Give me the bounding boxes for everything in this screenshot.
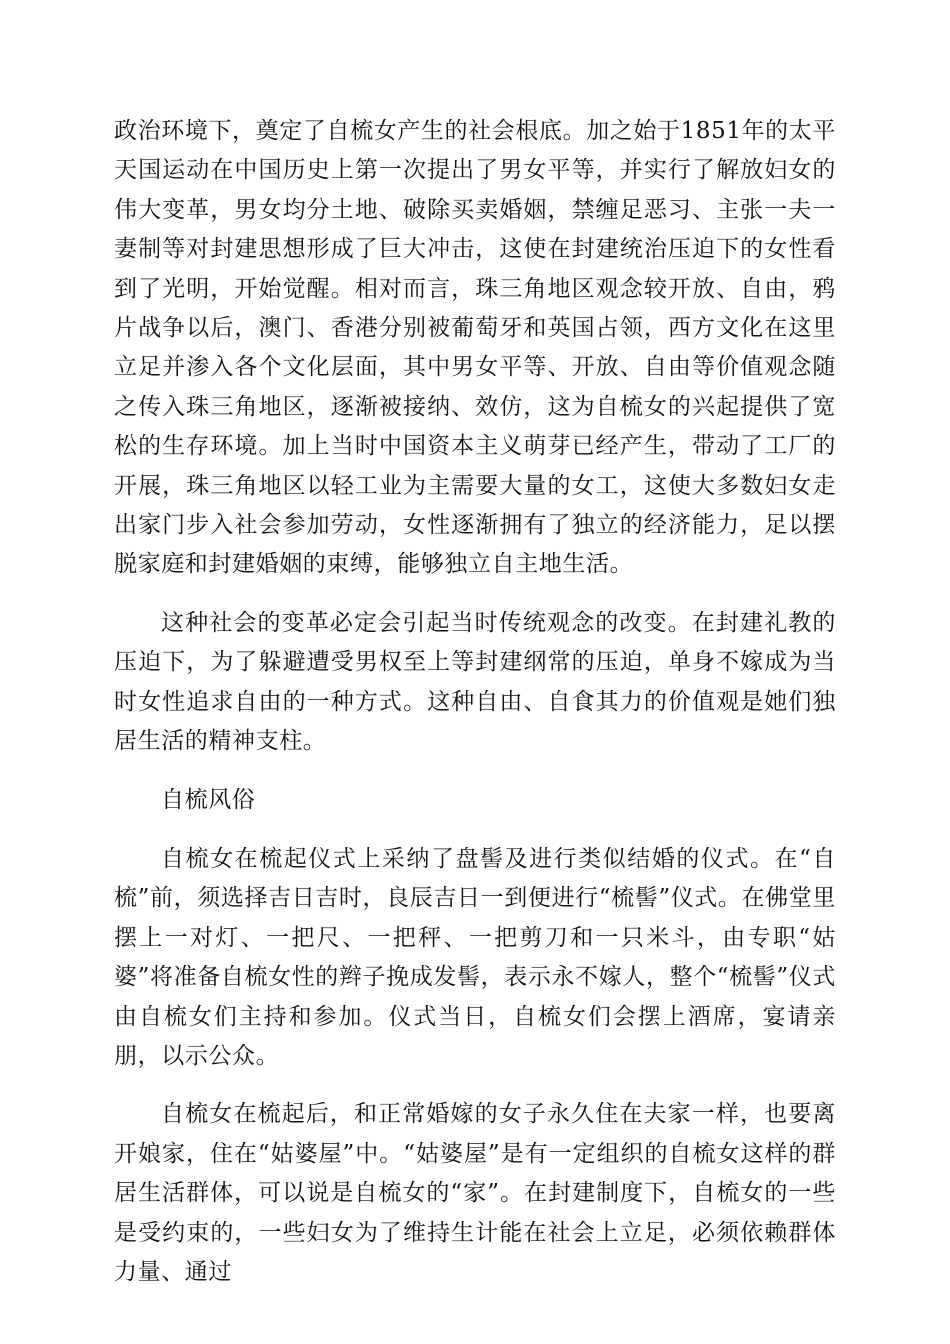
document-page xyxy=(114,112,836,1311)
section-heading: 自梳风俗 xyxy=(161,786,256,813)
paragraph-gupo-house: 自梳女在梳起后，和正常婚嫁的女子永久住在夫家一样，也要离开娘家，住在“姑婆屋”中。“姑婆屋”是有一定组织的自梳女这样的群居生活群体，可以说是自梳女的“家”。在封建制度下，自梳女的一些是受约束的，一些妇女为了维持生计能在社会上立足，必须依赖群体力量、通过 xyxy=(114,1101,836,1285)
paragraph-social-background: 政治环境下，奠定了自梳女产生的社会根底。加之始于1851年的太平天国运动在中国历史上第一次提出了男女平等，并实行了解放妇女的伟大变革，男女均分土地、破除买卖婚姻，禁缠足恶习、主张一夫一妻制等对封建思想形成了巨大冲击，这使在封建统治压迫下的女性看到了光明，开始觉醒。相对而言，珠三角地区观念较开放、自由，鸦片战争以后，澳门、香港分别被葡萄牙和英国占领，西方文化在这里立足并渗入各个文化层面，其中男女平等、开放、自由等价值观念随之传入珠三角地区，逐渐被接纳、效仿，这为自梳女的兴起提供了宽松的生存环境。加上当时中国资本主义萌芽已经产生，带动了工厂的开展，珠三角地区以轻工业为主需要大量的女工，这使大多数妇女走出家门步入社会参加劳动，女性逐渐拥有了独立的经济能力，足以摆脱家庭和封建婚姻的束缚，能够独立自主地生活。 xyxy=(114,118,836,578)
paragraph-ceremony: 自梳女在梳起仪式上采纳了盘髻及进行类似结婚的仪式。在“自梳”前，须选择吉日吉时，良辰吉日一到便进行“梳髻”仪式。在佛堂里摆上一对灯、一把尺、一把秤、一把剪刀和一只米斗，由专职“姑婆”将准备自梳女性的辫子挽成发髻，表示永不嫁人，整个“梳髻”仪式由自梳女们主持和参加。仪式当日，自梳女们会摆上酒席，宴请亲朋，以示公众。 xyxy=(114,845,836,1069)
paragraph-social-change: 这种社会的变革必定会引起当时传统观念的改变。在封建礼教的压迫下，为了躲避遭受男权至上等封建纲常的压迫，单身不嫁成为当时女性追求自由的一种方式。这种自由、自食其力的价值观是她们独居生活的精神支柱。 xyxy=(114,609,836,755)
